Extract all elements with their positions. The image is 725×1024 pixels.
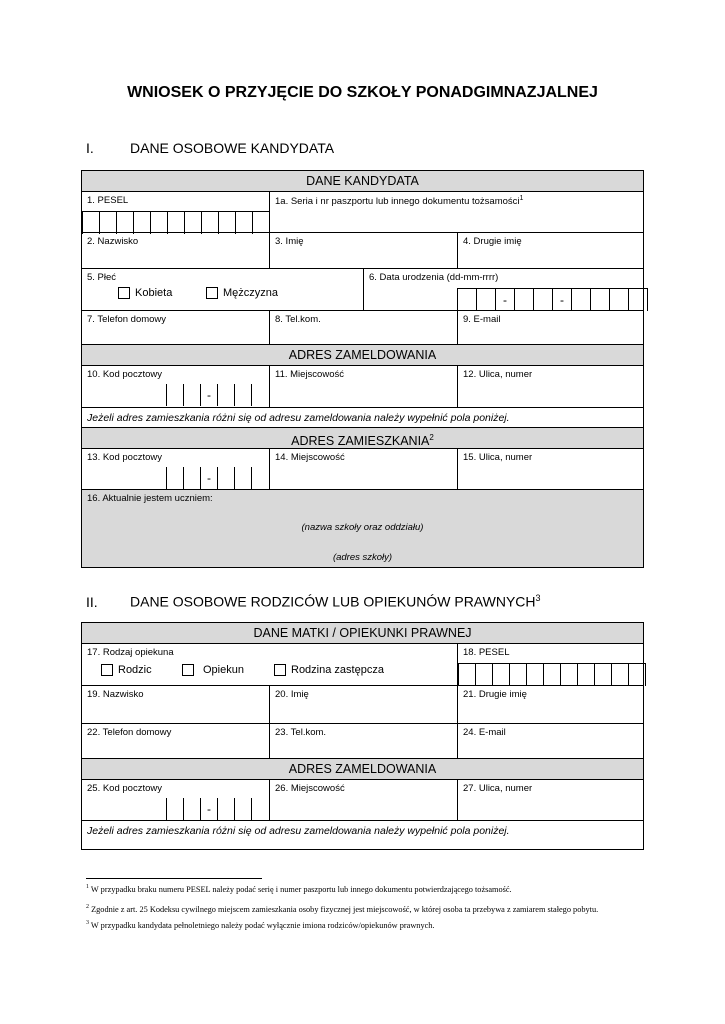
- phone-cell[interactable]: [82, 311, 269, 344]
- mother-street-label: 27. Ulica, numer: [463, 783, 533, 794]
- mother-header: DANE MATKI / OPIEKUNKI PRAWNEJ: [82, 623, 643, 644]
- surname-label: 2. Nazwisko: [87, 236, 139, 247]
- mother-postcode-cell: [82, 780, 269, 820]
- mother-second-name-cell[interactable]: [457, 686, 643, 723]
- email-label: 9. E-mail: [463, 314, 501, 325]
- name-row: [82, 233, 643, 269]
- sex-cell: [82, 269, 363, 310]
- candidate-header: DANE KANDYDATA: [82, 171, 643, 192]
- mother-pesel-boxes[interactable]: [458, 663, 646, 686]
- mother-form: [81, 622, 644, 850]
- mother-mobile-cell[interactable]: [269, 724, 457, 758]
- street-label: 12. Ulica, numer: [463, 369, 533, 380]
- school-name-hint: (nazwa szkoły oraz oddziału): [301, 522, 424, 533]
- mother-phone-label: 22. Telefon domowy: [87, 727, 172, 738]
- male-checkbox[interactable]: [206, 287, 278, 299]
- first-name-cell[interactable]: [269, 233, 457, 268]
- birth-date-boxes[interactable]: - -: [457, 288, 648, 311]
- street-cell[interactable]: [457, 366, 643, 407]
- mother-second-name-label: 21. Drugie imię: [463, 689, 527, 700]
- mobile-label: 8. Tel.kom.: [275, 314, 321, 325]
- mother-registered-header: ADRES ZAMELDOWANIA: [82, 759, 643, 780]
- female-checkbox[interactable]: [118, 287, 172, 299]
- mother-first-name-cell[interactable]: [269, 686, 457, 723]
- pesel-label: 1. PESEL: [87, 195, 129, 206]
- first-name-label: 3. Imię: [275, 236, 304, 247]
- school-label: 16. Aktualnie jestem uczniem:: [87, 493, 213, 504]
- city2-label: 14. Miejscowość: [275, 452, 345, 463]
- section-2-number: II.: [86, 593, 98, 610]
- postcode2-label: 13. Kod pocztowy: [87, 452, 162, 463]
- female-label: Kobieta: [135, 287, 173, 299]
- checkbox-icon[interactable]: [206, 287, 218, 299]
- mother-street-cell[interactable]: [457, 780, 643, 820]
- mother-postcode-boxes[interactable]: -: [166, 798, 270, 820]
- mother-address-row: [82, 780, 643, 821]
- checkbox-icon[interactable]: [118, 287, 130, 299]
- mother-surname-cell[interactable]: [82, 686, 269, 723]
- sex-label: 5. Płeć: [87, 272, 117, 283]
- form-title: WNIOSEK O PRZYJĘCIE DO SZKOŁY PONADGIMNAZJALNEJ: [127, 84, 598, 101]
- parent-checkbox[interactable]: [101, 664, 152, 676]
- residence-address-header: ADRES ZAMIESZKANIA$^2$: [82, 428, 643, 449]
- guardian-label: Opiekun: [203, 664, 244, 676]
- footnote-1: $^1$ W przypadku braku numeru PESEL należy podać serię i numer paszportu lub innego dokumentu potwierdzającego tożsamość.: [86, 884, 512, 894]
- checkbox-icon[interactable]: [274, 664, 286, 676]
- candidate-form: [81, 170, 644, 568]
- city-label: 11. Miejscowość: [275, 369, 344, 380]
- phone-label: 7. Telefon domowy: [87, 314, 167, 325]
- guardian-type-label: 17. Rodzaj opiekuna: [87, 647, 174, 658]
- section-1-label: DANE OSOBOWE KANDYDATA: [130, 140, 335, 156]
- school-address-hint: (adres szkoły): [332, 552, 393, 563]
- mother-email-cell[interactable]: [457, 724, 643, 758]
- mother-address-note: Jeżeli adres zamieszkania różni się od adresu zameldowania należy wypełnić pola poniżej.: [87, 825, 510, 837]
- guardian-checkbox[interactable]: [182, 664, 244, 676]
- section-1-number: I.: [86, 140, 94, 156]
- footnote-3: $^3$ W przypadku kandydata pełnoletniego należy podać wyłącznie imiona rodziców/opiekunów prawnych.: [86, 920, 435, 930]
- contact-row: [82, 311, 643, 345]
- parent-label: Rodzic: [118, 664, 152, 676]
- city-cell[interactable]: [269, 366, 457, 407]
- pesel-cell: [82, 192, 269, 232]
- sex-birth-row: [82, 269, 643, 311]
- birth-date-cell: [363, 269, 643, 310]
- postcode-boxes[interactable]: -: [166, 384, 270, 406]
- passport-label: 1a. Seria i nr paszportu lub innego dokumentu tożsamości$^1$: [275, 195, 524, 208]
- postcode2-cell: [82, 449, 269, 489]
- mother-postcode-label: 25. Kod pocztowy: [87, 783, 162, 794]
- footnote-separator: [86, 878, 262, 879]
- foster-label: Rodzina zastępcza: [291, 664, 384, 676]
- mother-pesel-label: 18. PESEL: [463, 647, 510, 658]
- checkbox-icon[interactable]: [101, 664, 113, 676]
- mother-phone-cell[interactable]: [82, 724, 269, 758]
- residence-address-row: [82, 449, 643, 490]
- mother-first-name-label: 20. Imię: [275, 689, 309, 700]
- guardian-row: [82, 644, 643, 686]
- section-2-heading: II. DANE OSOBOWE RODZICÓW LUB OPIEKUNÓW PRAWNYCH$^3$: [86, 593, 541, 610]
- surname-cell[interactable]: [82, 233, 269, 268]
- mobile-cell[interactable]: [269, 311, 457, 344]
- section-2-label: DANE OSOBOWE RODZICÓW LUB OPIEKUNÓW PRAWNYCH: [130, 593, 536, 610]
- mother-contact-row: [82, 724, 643, 759]
- registered-address-row: [82, 366, 643, 408]
- second-name-cell[interactable]: [457, 233, 643, 268]
- postcode-label: 10. Kod pocztowy: [87, 369, 162, 380]
- pesel-boxes[interactable]: [82, 211, 270, 234]
- checkbox-icon[interactable]: [182, 664, 194, 676]
- guardian-type-cell: [82, 644, 457, 685]
- section-1-heading: [86, 140, 334, 156]
- registered-address-header: ADRES ZAMELDOWANIA: [82, 345, 643, 366]
- foster-checkbox[interactable]: [274, 664, 384, 676]
- pesel-row: [82, 192, 643, 233]
- mother-name-row: [82, 686, 643, 724]
- mother-city-cell[interactable]: [269, 780, 457, 820]
- postcode-cell: [82, 366, 269, 407]
- male-label: Mężczyzna: [223, 287, 279, 299]
- school-row[interactable]: [82, 490, 643, 567]
- street2-label: 15. Ulica, numer: [463, 452, 533, 463]
- mother-mobile-label: 23. Tel.kom.: [275, 727, 327, 738]
- email-cell[interactable]: [457, 311, 643, 344]
- passport-cell[interactable]: [269, 192, 643, 232]
- mother-surname-label: 19. Nazwisko: [87, 689, 144, 700]
- postcode2-boxes[interactable]: -: [166, 467, 270, 489]
- mother-email-label: 24. E-mail: [463, 727, 506, 738]
- mother-pesel-cell: [457, 644, 643, 685]
- address-note: Jeżeli adres zamieszkania różni się od adresu zameldowania należy wypełnić pola poniżej.: [82, 408, 643, 428]
- second-name-label: 4. Drugie imię: [463, 236, 522, 247]
- footnote-2: $^2$ Zgodnie z art. 25 Kodeksu cywilnego miejscem zamieszkania osoby fizycznej jest miejscowość, w której osoba ta przebywa z zamiarem stałego pobytu.: [86, 904, 599, 914]
- city2-cell[interactable]: [269, 449, 457, 489]
- birth-date-label: 6. Data urodzenia (dd-mm-rrrr): [369, 272, 499, 283]
- street2-cell[interactable]: [457, 449, 643, 489]
- mother-city-label: 26. Miejscowość: [275, 783, 345, 794]
